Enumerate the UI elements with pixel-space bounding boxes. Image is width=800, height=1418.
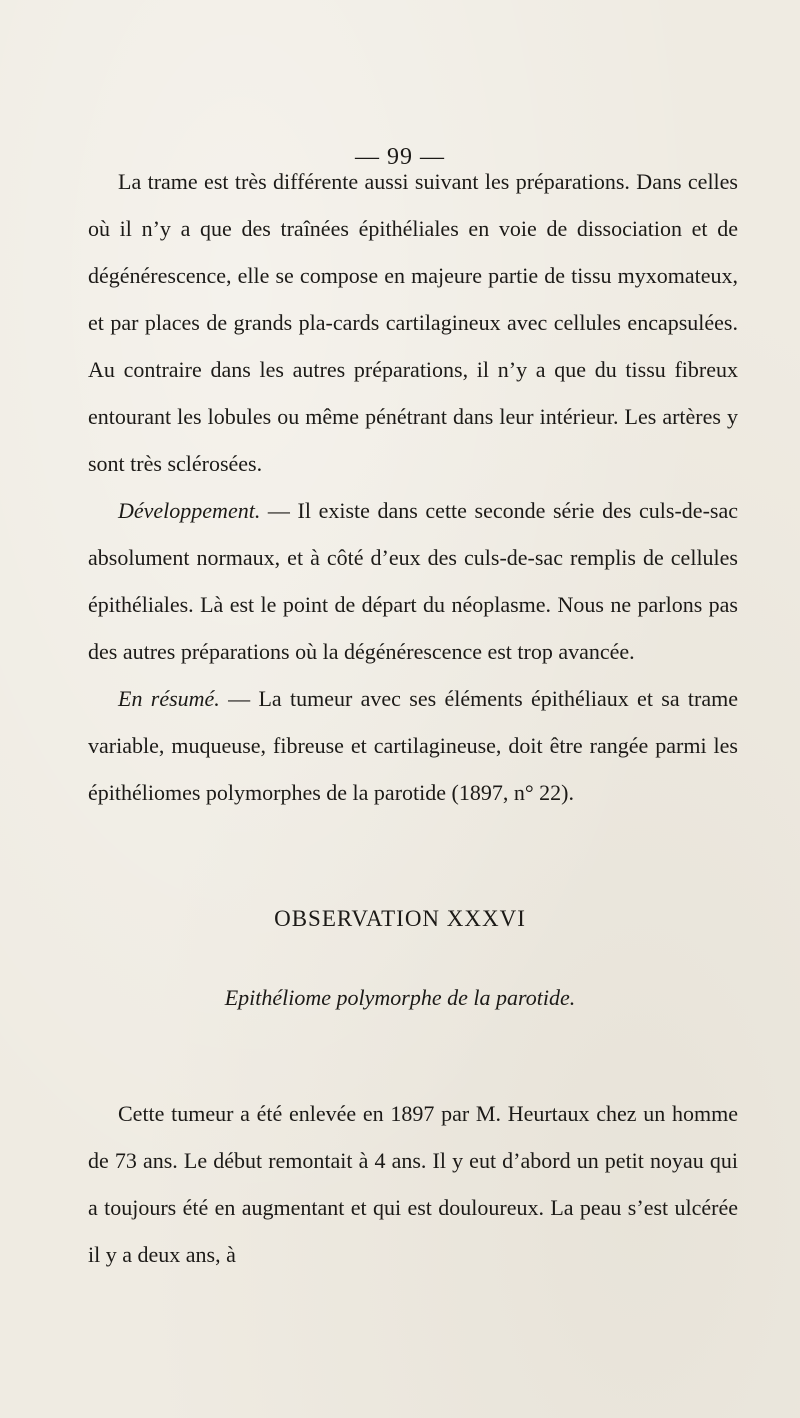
observation-text-block — [88, 1090, 738, 1278]
page-number: — 99 — — [355, 144, 445, 170]
paragraph-lead: Développement. — [118, 498, 261, 523]
paragraph-text: — Il existe dans cette seconde série des culs-de-sac absolument normaux, et à côté d’eux des culs-de-sac remplis de cellules épithéliales. Là est le point de départ du néoplasme. Nous ne parlons pas des autres préparations où la dégénérescence est trop avancée. — [88, 498, 738, 664]
paragraph-resume — [88, 675, 738, 816]
body-text-block — [88, 158, 738, 816]
section-title: OBSERVATION XXXVI — [274, 906, 526, 931]
paragraph-text: — La tumeur avec ses éléments épithéliaux et sa trame variable, muqueuse, fibreuse et cartilagineuse, doit être rangée parmi les épithéliomes polymorphes de la parotide (1897, n° 22). — [88, 686, 738, 805]
paragraph-text: La trame est très différente aussi suivant les préparations. Dans celles où il n’y a que des traînées épithéliales en voie de dissociation et de dégénérescence, elle se compose en majeure partie de tissu myxomateux, et par places de grands pla-cards cartilagineux avec cellules encapsulées. Au contraire dans les autres préparations, il n’y a que du tissu fibreux entourant les lobules ou même pénétrant dans leur intérieur. Les artères y sont très sclérosées. — [88, 169, 738, 476]
paragraph-trame — [88, 158, 738, 487]
paragraph-observation: Cette tumeur a été enlevée en 1897 par M. Heurtaux chez un homme de 73 ans. Le début remontait à 4 ans. Il y eut d’abord un petit noyau qui a toujours été en augmentant et qui est douloureux. La peau s’est ulcérée il y a deux ans, à — [88, 1101, 738, 1267]
paragraph-lead: En résumé. — [118, 686, 220, 711]
section-subtitle: Epithéliome polymorphe de la parotide. — [224, 985, 576, 1010]
paragraph-developpement — [88, 487, 738, 675]
